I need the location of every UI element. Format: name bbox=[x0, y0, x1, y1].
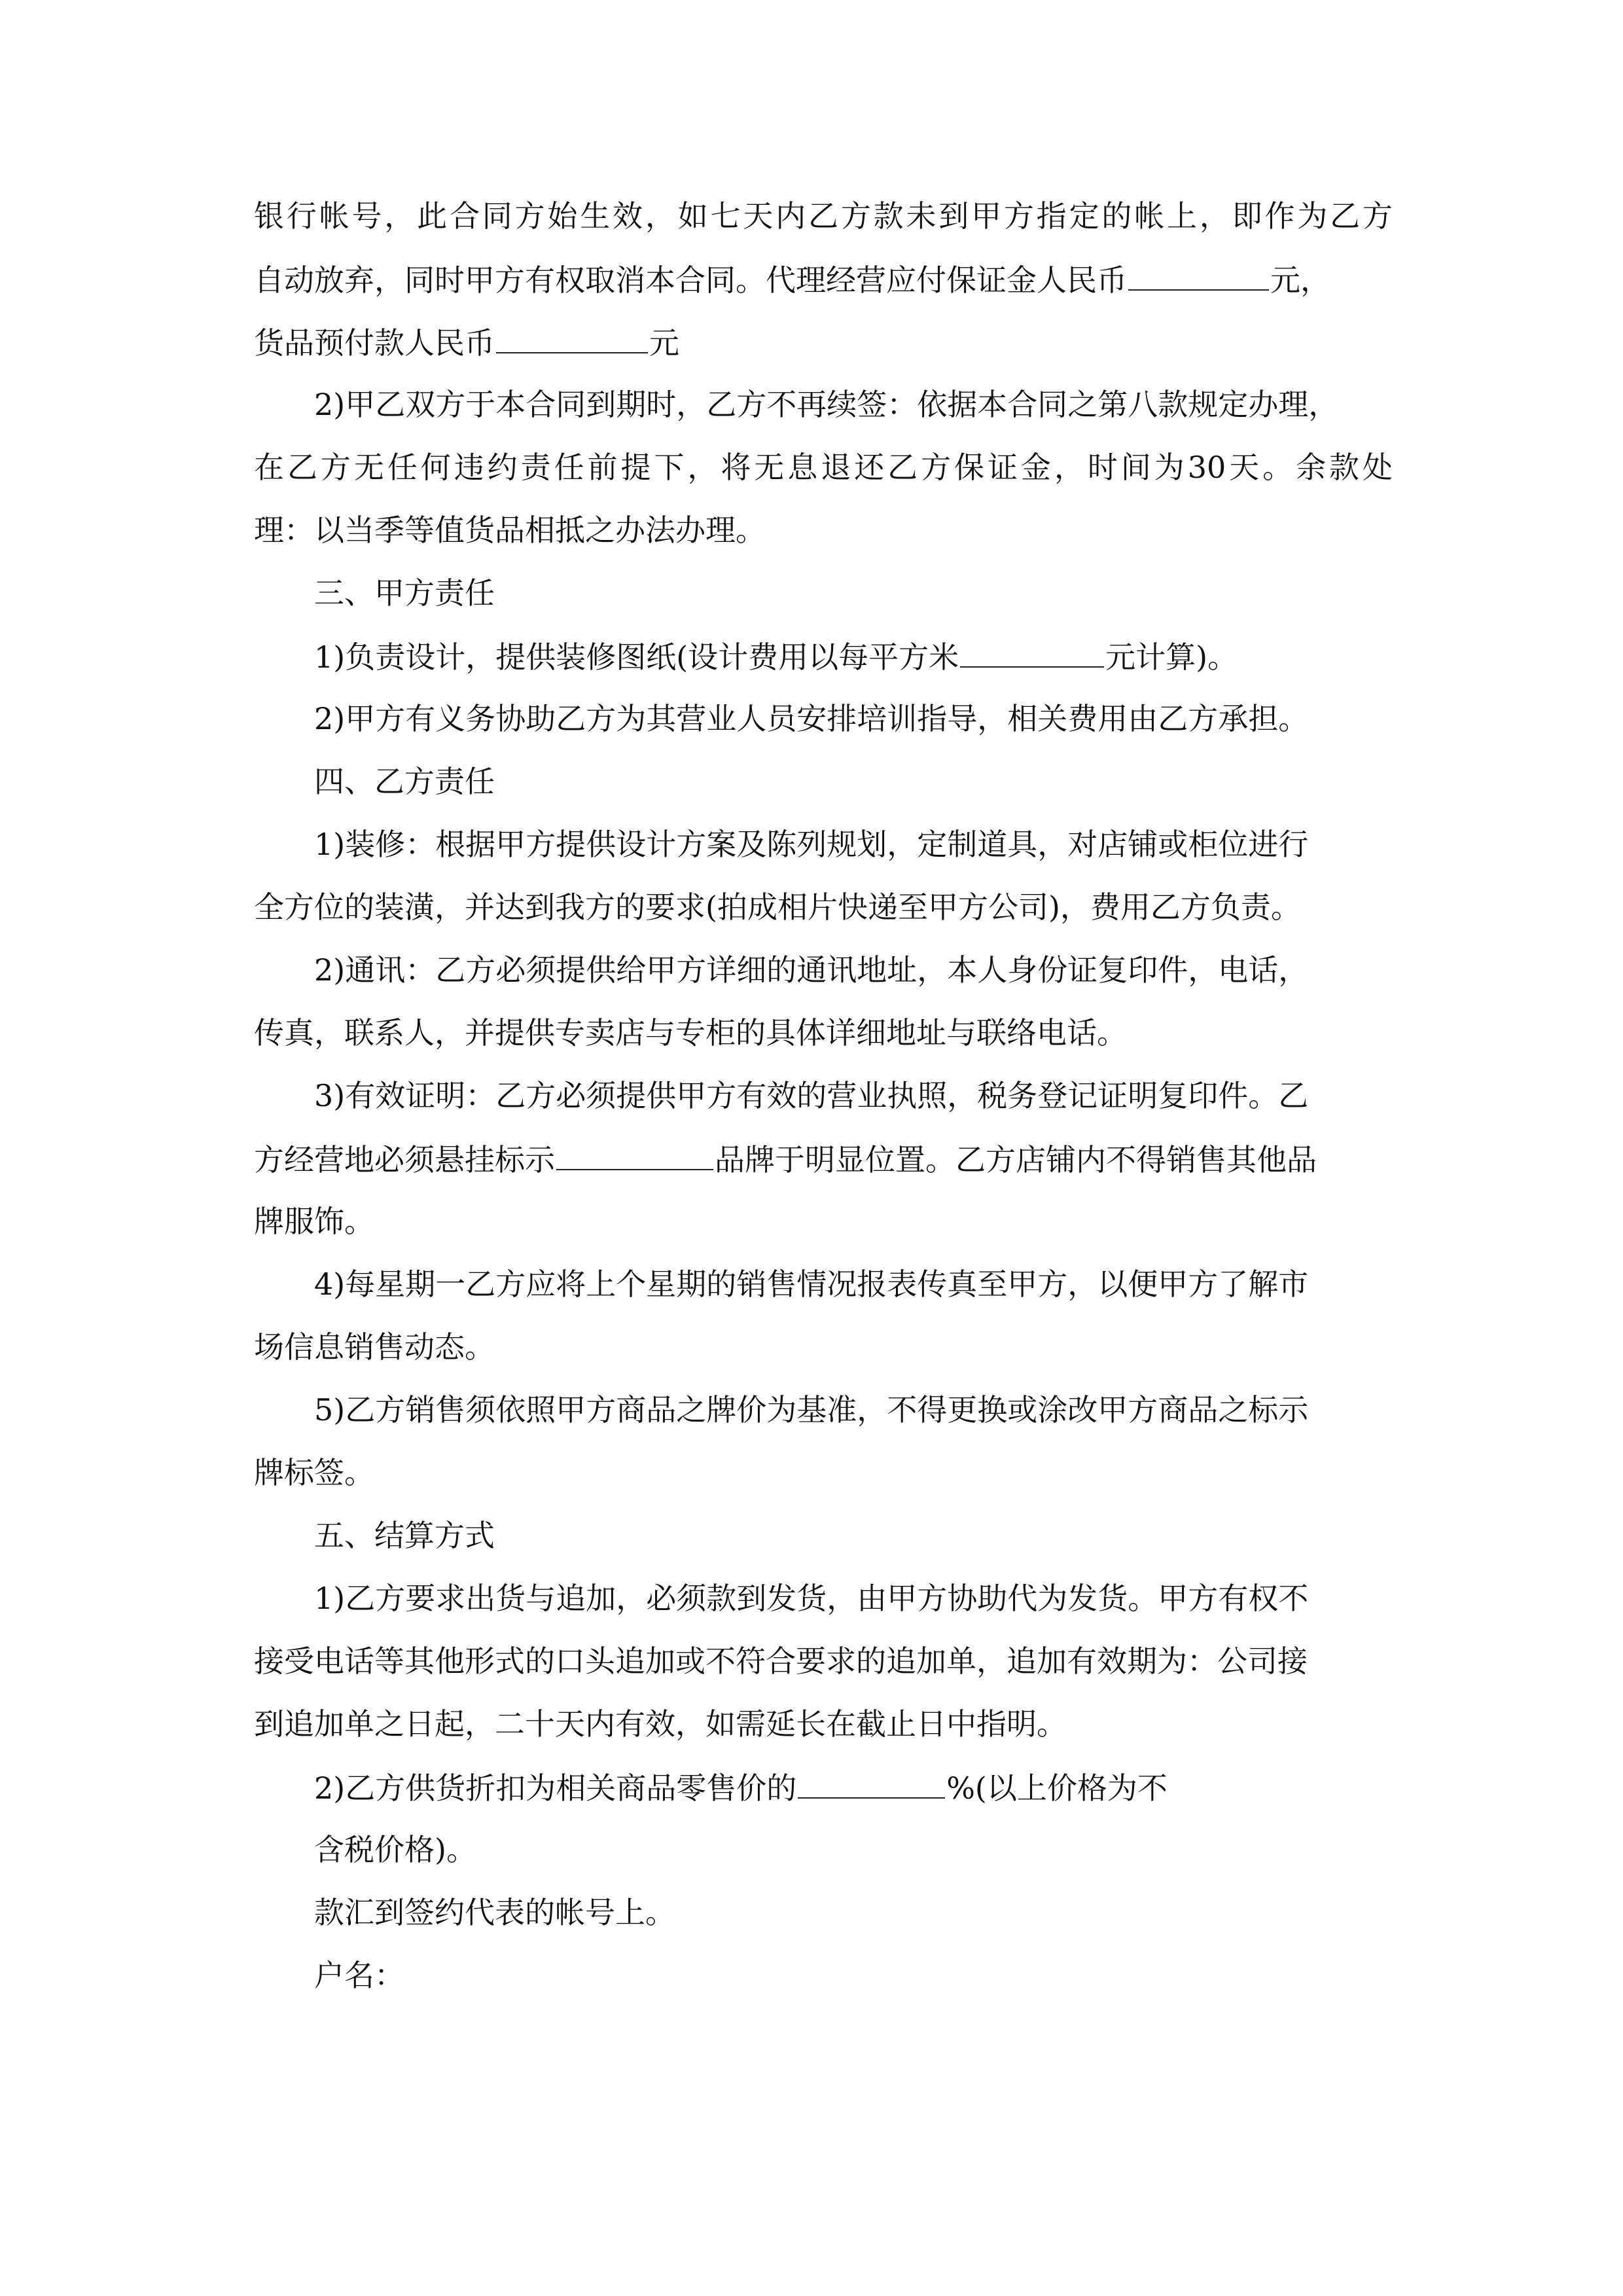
paragraph-line bbox=[254, 322, 679, 361]
paragraph-line: 款汇到签约代表的帐号上。 bbox=[314, 1895, 675, 1930]
paragraph-line: 5)乙方销售须依照甲方商品之牌价为基准，不得更换或涂改甲方商品之标示 bbox=[314, 1392, 1309, 1427]
section-heading: 四、乙方责任 bbox=[314, 764, 495, 799]
paragraph-line: 全方位的装潢，并达到我方的要求(拍成相片快递至甲方公司)，费用乙方负责。 bbox=[254, 889, 1301, 925]
design-fee-blank bbox=[960, 636, 1104, 668]
paragraph-line: 到追加单之日起，二十天内有效，如需延长在截止日中指明。 bbox=[254, 1706, 1067, 1742]
paragraph-line bbox=[254, 259, 1330, 298]
paragraph-line: 理：以当季等值货品相抵之办法办理。 bbox=[254, 512, 766, 548]
paragraph-line: 2)通讯：乙方必须提供给甲方详细的通讯地址，本人身份证复印件，电话， bbox=[314, 952, 1309, 988]
prepayment-amount-blank bbox=[496, 322, 648, 353]
text-segment: 2)乙方供货折扣为相关商品零售价的 bbox=[314, 1770, 797, 1806]
paragraph-line: 含税价格)。 bbox=[314, 1832, 476, 1867]
paragraph-line: 1)装修：根据甲方提供设计方案及陈列规划，定制道具，对店铺或柜位进行 bbox=[314, 827, 1309, 862]
paragraph-line: 接受电话等其他形式的口头追加或不符合要求的追加单，追加有效期为：公司接 bbox=[254, 1643, 1308, 1679]
text-segment: 元， bbox=[1270, 262, 1330, 298]
paragraph-line: 4)每星期一乙方应将上个星期的销售情况报表传真至甲方，以便甲方了解市 bbox=[314, 1266, 1309, 1302]
text-segment: 1)负责设计，提供装修图纸(设计费用以每平方米 bbox=[314, 639, 959, 675]
paragraph-line: 银行帐号，此合同方始生效，如七天内乙方款未到甲方指定的帐上，即作为乙方 bbox=[254, 198, 1393, 234]
deposit-amount-blank bbox=[1128, 259, 1269, 291]
paragraph-line: 2)甲乙双方于本合同到期时，乙方不再续签：依据本合同之第八款规定办理， bbox=[314, 387, 1339, 422]
brand-name-blank bbox=[556, 1139, 713, 1170]
discount-rate-blank bbox=[798, 1767, 945, 1799]
paragraph-line: 牌标签。 bbox=[254, 1455, 374, 1490]
account-name-label: 户名： bbox=[314, 1958, 404, 1993]
text-segment: 货品预付款人民币 bbox=[254, 325, 495, 361]
text-segment: 自动放弃，同时甲方有权取消本合同。代理经营应付保证金人民币 bbox=[254, 262, 1127, 298]
paragraph-line: 1)乙方要求出货与追加，必须款到发货，由甲方协助代为发货。甲方有权不 bbox=[314, 1581, 1309, 1616]
text-segment: 元 bbox=[649, 325, 679, 361]
paragraph-line: 2)甲方有义务协助乙方为其营业人员安排培训指导，相关费用由乙方承担。 bbox=[314, 701, 1309, 736]
text-segment: 元计算)。 bbox=[1105, 639, 1238, 675]
paragraph-line bbox=[314, 636, 1238, 675]
paragraph-line: 传真，联系人，并提供专卖店与专柜的具体详细地址与联络电话。 bbox=[254, 1015, 1127, 1050]
paragraph-line bbox=[254, 1139, 1317, 1178]
paragraph-line: 3)有效证明：乙方必须提供甲方有效的营业执照，税务登记证明复印件。乙 bbox=[314, 1078, 1309, 1113]
paragraph-line: 场信息销售动态。 bbox=[254, 1329, 495, 1365]
paragraph-line: 在乙方无任何违约责任前提下，将无息退还乙方保证金，时间为30天。余款处 bbox=[254, 450, 1393, 485]
section-heading: 三、甲方责任 bbox=[314, 575, 495, 611]
paragraph-line: 牌服饰。 bbox=[254, 1204, 374, 1239]
text-segment: 方经营地必须悬挂标示 bbox=[254, 1142, 555, 1177]
section-heading: 五、结算方式 bbox=[314, 1518, 495, 1553]
text-segment: 品牌于明显位置。乙方店铺内不得销售其他品 bbox=[715, 1142, 1317, 1177]
paragraph-line bbox=[314, 1767, 1168, 1806]
text-segment: %(以上价格为不 bbox=[946, 1770, 1168, 1806]
